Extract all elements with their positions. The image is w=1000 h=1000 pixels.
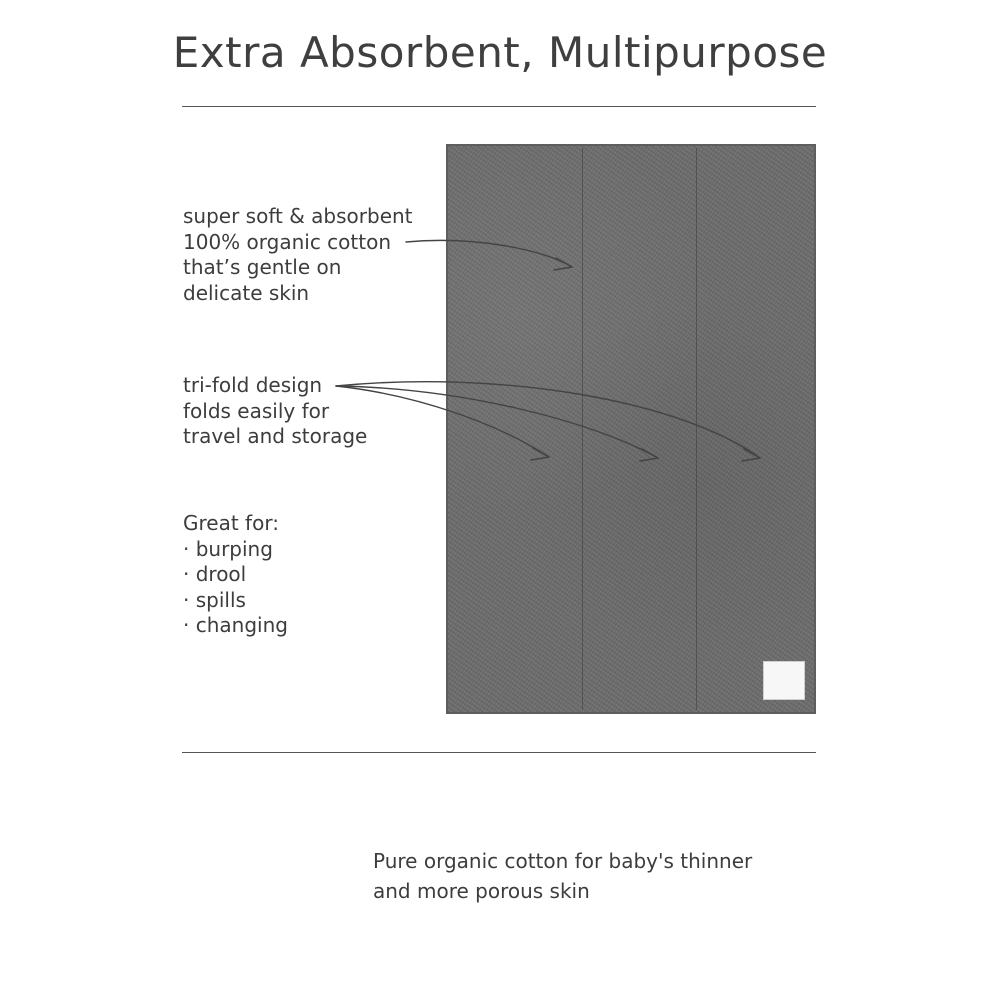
caption-line-2: and more porous skin	[373, 879, 590, 903]
caption-line-1: Pure organic cotton for baby's thinner	[373, 849, 753, 873]
page-title: Extra Absorbent, Multipurpose	[172, 28, 828, 77]
material-line-4: delicate skin	[183, 280, 310, 305]
cloth-label-tag	[763, 661, 805, 700]
material-line-2: 100% organic cotton	[183, 229, 392, 254]
bottom-divider	[182, 752, 816, 753]
use-item: · spills	[183, 587, 246, 612]
material-line-1: super soft & absorbent	[183, 204, 413, 228]
material-callout	[183, 204, 413, 306]
material-line-3: that’s gentle on	[183, 255, 342, 279]
fold-line-left	[582, 148, 583, 710]
use-item: · drool	[183, 562, 247, 586]
uses-list	[183, 511, 288, 639]
fold-line-right	[696, 148, 697, 710]
design-line-2: folds easily for	[183, 398, 330, 423]
use-item: · burping	[183, 536, 273, 561]
caption	[373, 846, 752, 906]
design-callout	[183, 373, 367, 450]
design-line-1: tri-fold design	[183, 373, 323, 397]
use-item: · changing	[183, 613, 288, 637]
design-line-3: travel and storage	[183, 424, 368, 448]
top-divider	[182, 106, 816, 107]
uses-heading: Great for:	[183, 511, 279, 535]
burp-cloth-image	[446, 144, 816, 714]
